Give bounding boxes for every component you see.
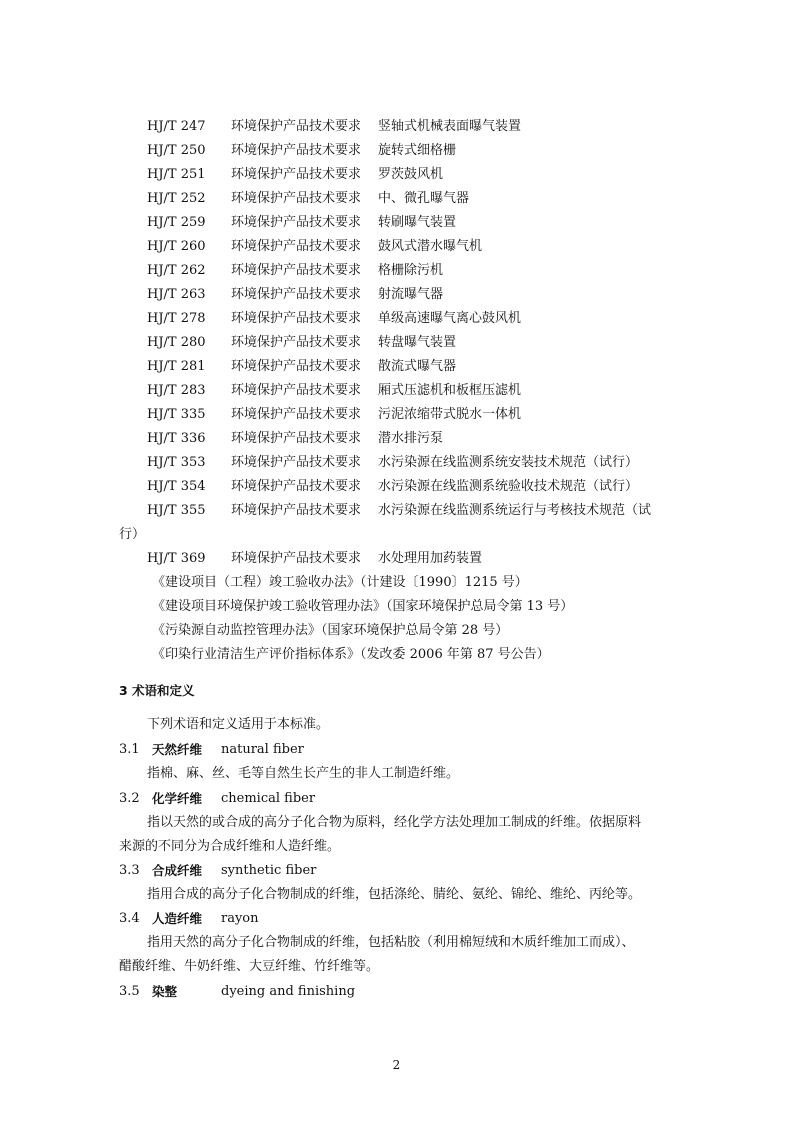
term-number: 3.5 <box>119 984 140 999</box>
term-english: rayon <box>221 911 259 926</box>
standard-product: 中、微孔曝气器 <box>378 191 470 206</box>
standard-product: 厢式压滤机和板框压滤机 <box>378 383 522 398</box>
term-number: 3.3 <box>119 863 140 878</box>
term-english: synthetic fiber <box>221 863 317 878</box>
definition-text: 指用天然的高分子化合物制成的纤维，包括粘胶（利用棉短绒和木质纤维加工而成）、 <box>147 935 635 950</box>
term-chinese: 化学纤维 <box>152 791 203 806</box>
standard-product: 水污染源在线监测系统验收技术规范（试行） <box>378 479 639 494</box>
intro-text: 下列术语和定义适用于本标准。 <box>147 717 330 732</box>
standard-code: HJ/T 369 <box>147 551 206 566</box>
standard-title: 环境保护产品技术要求 <box>231 503 362 518</box>
standard-title: 环境保护产品技术要求 <box>231 455 362 470</box>
definition-text: 指以天然的或合成的高分子化合物为原料，经化学方法处理加工制成的纤维。依据原料 <box>147 815 642 830</box>
wrapped-text: 行） <box>119 527 146 542</box>
standard-code: HJ/T 353 <box>147 455 206 470</box>
standard-code: HJ/T 335 <box>147 407 206 422</box>
standard-product: 鼓风式潜水曝气机 <box>378 239 483 254</box>
standard-product: 转刷曝气装置 <box>378 215 457 230</box>
standard-title: 环境保护产品技术要求 <box>231 311 362 326</box>
standard-product: 射流曝气器 <box>378 287 444 302</box>
standard-title: 环境保护产品技术要求 <box>231 407 362 422</box>
standard-code: HJ/T 250 <box>147 143 206 158</box>
standard-title: 环境保护产品技术要求 <box>231 239 362 254</box>
standard-title: 环境保护产品技术要求 <box>231 551 362 566</box>
term-number: 3.4 <box>119 911 140 926</box>
definition-text: 指棉、麻、丝、毛等自然生长产生的非人工制造纤维。 <box>147 766 460 781</box>
standard-code: HJ/T 336 <box>147 431 206 446</box>
standard-title: 环境保护产品技术要求 <box>231 431 362 446</box>
page-number: 2 <box>392 1058 401 1072</box>
standard-product: 散流式曝气器 <box>378 359 457 374</box>
standard-code: HJ/T 260 <box>147 239 206 254</box>
standard-title: 环境保护产品技术要求 <box>231 359 362 374</box>
standard-product: 单级高速曝气离心鼓风机 <box>378 311 522 326</box>
standard-code: HJ/T 283 <box>147 383 206 398</box>
standard-product: 潜水排污泵 <box>378 431 444 446</box>
section-title: 3 术语和定义 <box>119 683 195 698</box>
standard-title: 环境保护产品技术要求 <box>231 119 362 134</box>
standard-product: 水污染源在线监测系统安装技术规范（试行） <box>378 455 639 470</box>
term-number: 3.2 <box>119 791 140 806</box>
document-title: 《污染源自动监控管理办法》（国家环境保护总局令第 28 号） <box>152 623 509 638</box>
standard-code: HJ/T 355 <box>147 503 206 518</box>
standard-code: HJ/T 354 <box>147 479 206 494</box>
standard-product: 罗茨鼓风机 <box>378 167 444 182</box>
standard-title: 环境保护产品技术要求 <box>231 191 362 206</box>
standard-product: 竖轴式机械表面曝气装置 <box>378 119 522 134</box>
standard-product: 水污染源在线监测系统运行与考核技术规范（试 <box>378 503 652 518</box>
standard-title: 环境保护产品技术要求 <box>231 143 362 158</box>
definition-text: 指用合成的高分子化合物制成的纤维，包括涤纶、腈纶、氨纶、锦纶、维纶、丙纶等。 <box>147 887 642 902</box>
standard-code: HJ/T 263 <box>147 287 206 302</box>
standard-title: 环境保护产品技术要求 <box>231 479 362 494</box>
standard-code: HJ/T 278 <box>147 311 206 326</box>
document-title: 《建设项目（工程）竣工验收办法》（计建设〔1990〕1215 号） <box>152 575 528 590</box>
standard-product: 转盘曝气装置 <box>378 335 457 350</box>
standard-code: HJ/T 252 <box>147 191 206 206</box>
standard-title: 环境保护产品技术要求 <box>231 167 362 182</box>
standard-code: HJ/T 281 <box>147 359 206 374</box>
standard-code: HJ/T 259 <box>147 215 206 230</box>
standard-code: HJ/T 251 <box>147 167 206 182</box>
standard-product: 水处理用加药装置 <box>378 551 483 566</box>
definition-text: 来源的不同分为合成纤维和人造纤维。 <box>119 839 341 854</box>
standard-title: 环境保护产品技术要求 <box>231 383 362 398</box>
term-english: chemical fiber <box>221 791 316 806</box>
term-chinese: 人造纤维 <box>152 911 203 926</box>
term-english: natural fiber <box>221 742 304 757</box>
standard-code: HJ/T 280 <box>147 335 206 350</box>
standard-title: 环境保护产品技术要求 <box>231 335 362 350</box>
term-chinese: 天然纤维 <box>152 742 203 757</box>
term-english: dyeing and finishing <box>221 984 356 999</box>
standard-code: HJ/T 247 <box>147 119 206 134</box>
term-chinese: 合成纤维 <box>152 863 203 878</box>
definition-text: 醋酸纤维、牛奶纤维、大豆纤维、竹纤维等。 <box>119 959 380 974</box>
standard-product: 污泥浓缩带式脱水一体机 <box>378 407 522 422</box>
standard-product: 旋转式细格栅 <box>378 143 457 158</box>
standard-code: HJ/T 262 <box>147 263 206 278</box>
standard-product: 格栅除污机 <box>378 263 444 278</box>
standard-title: 环境保护产品技术要求 <box>231 263 362 278</box>
document-title: 《建设项目环境保护竣工验收管理办法》（国家环境保护总局令第 13 号） <box>152 599 574 614</box>
standard-title: 环境保护产品技术要求 <box>231 287 362 302</box>
standard-title: 环境保护产品技术要求 <box>231 215 362 230</box>
document-title: 《印染行业清洁生产评价指标体系》（发改委 2006 年第 87 号公告） <box>152 647 550 662</box>
term-number: 3.1 <box>119 742 140 757</box>
term-chinese: 染整 <box>152 984 178 999</box>
